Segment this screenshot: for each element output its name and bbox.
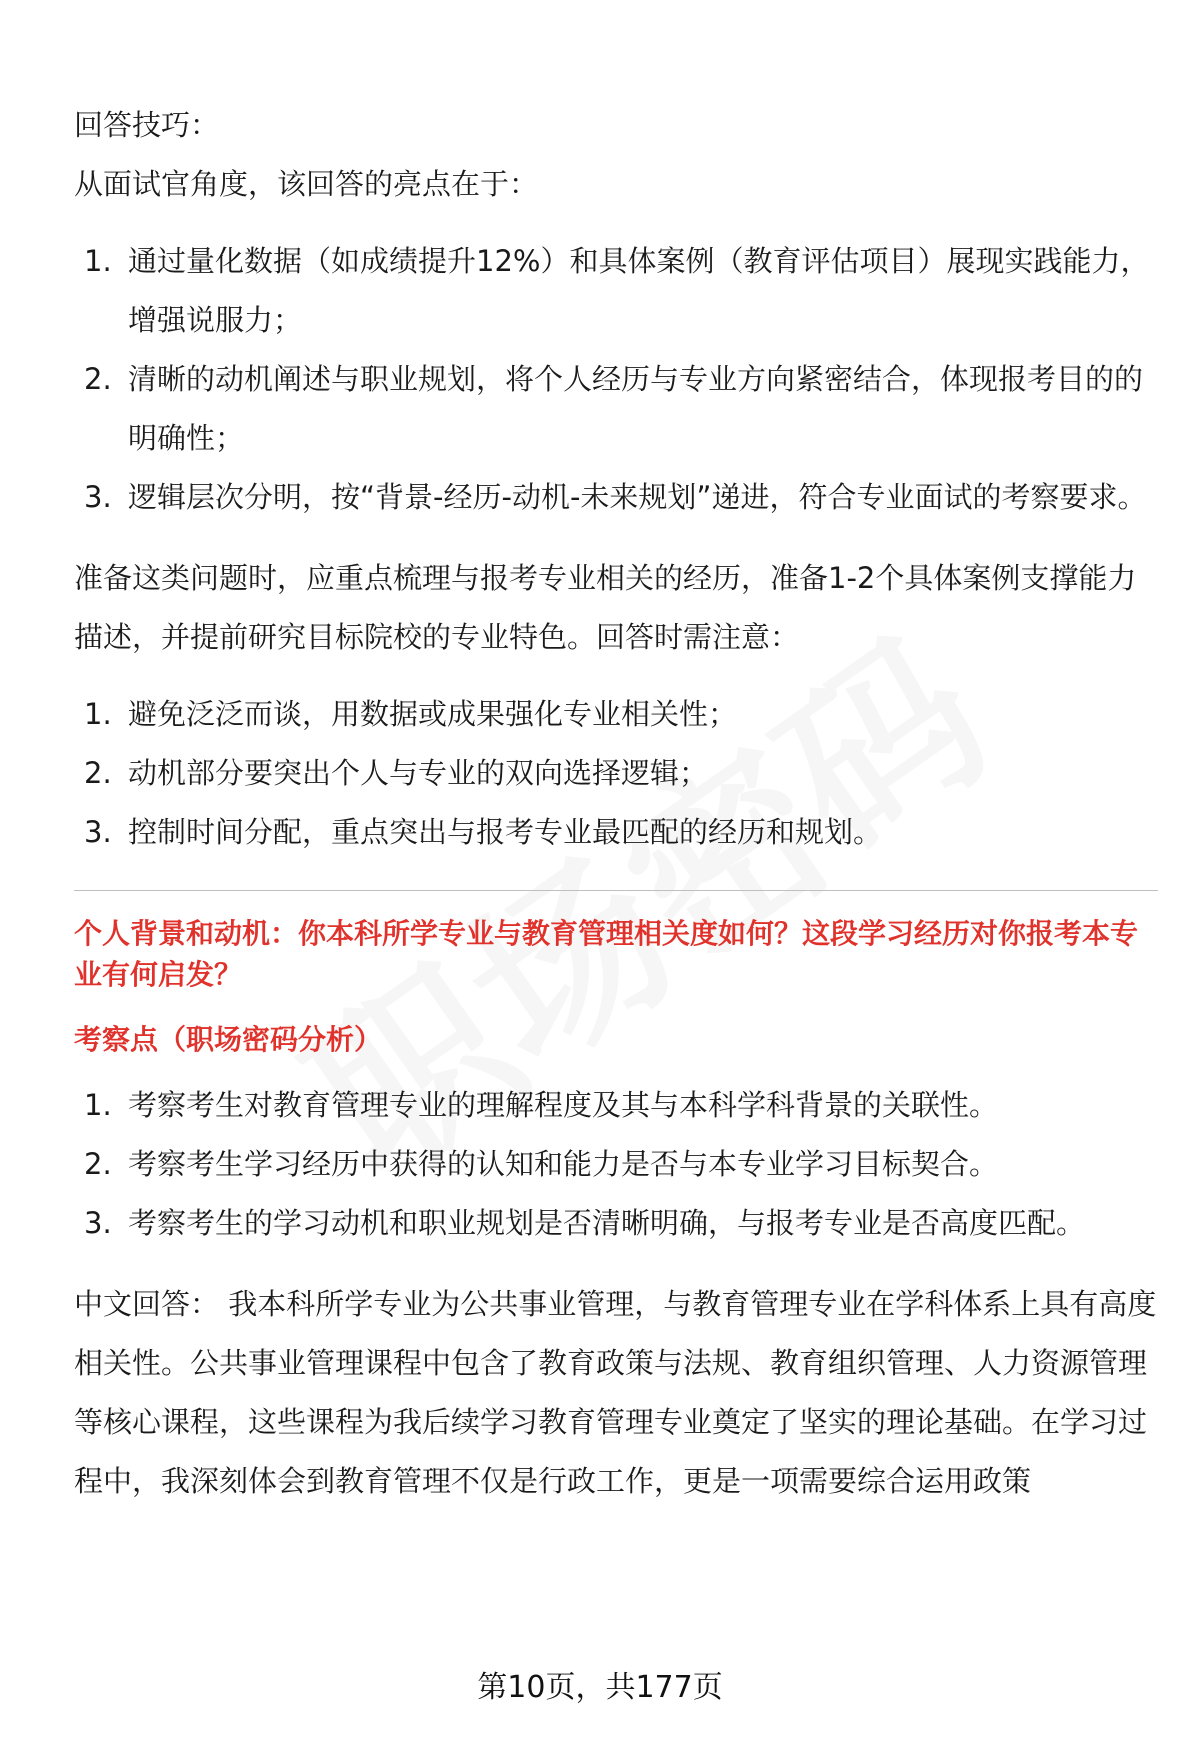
focus-list bbox=[74, 1076, 1158, 1253]
prep-paragraph: 准备这类问题时，应重点梳理与报考专业相关的经历，准备1-2个具体案例支撑能力描述，并提前研究目标院校的专业特色。回答时需注意： bbox=[74, 561, 1137, 654]
list-item bbox=[74, 1135, 1158, 1194]
highlights-list bbox=[74, 232, 1158, 527]
document-page bbox=[74, 96, 1158, 1511]
list-item bbox=[74, 350, 1158, 468]
tips-title: 回答技巧： bbox=[74, 108, 220, 142]
list-item-text: 考察考生对教育管理专业的理解程度及其与本科学科背景的关联性。 bbox=[128, 1088, 999, 1122]
list-item bbox=[74, 1194, 1158, 1253]
list-number: 1. bbox=[84, 244, 112, 278]
page-number: 第10页，共177页 bbox=[477, 1670, 723, 1705]
list-item-text: 通过量化数据（如成绩提升12%）和具体案例（教育评估项目）展现实践能力，增强说服力； bbox=[128, 244, 1150, 337]
list-item-text: 动机部分要突出个人与专业的双向选择逻辑； bbox=[128, 756, 709, 790]
list-item bbox=[74, 685, 1158, 744]
list-number: 2. bbox=[84, 362, 112, 396]
list-number: 1. bbox=[84, 1088, 112, 1122]
list-item bbox=[74, 744, 1158, 803]
list-item-text: 清晰的动机阐述与职业规划，将个人经历与专业方向紧密结合，体现报考目的的明确性； bbox=[128, 362, 1144, 455]
notes-list bbox=[74, 685, 1158, 862]
list-item bbox=[74, 1076, 1158, 1135]
list-number: 3. bbox=[84, 480, 112, 514]
answer-paragraph: 中文回答： 我本科所学专业为公共事业管理，与教育管理专业在学科体系上具有高度相关性。公共事业管理课程中包含了教育政策与法规、教育组织管理、人力资源管理等核心课程，这些课程为我后续学习教育管理专业奠定了坚实的理论基础。在学习过程中，我深刻体会到教育管理不仅是行政工作，更是一项需要综合运用政策 bbox=[74, 1287, 1157, 1498]
list-number: 3. bbox=[84, 815, 112, 849]
list-item bbox=[74, 803, 1158, 862]
list-number: 3. bbox=[84, 1206, 112, 1240]
section-divider bbox=[74, 890, 1158, 891]
list-item bbox=[74, 232, 1158, 350]
list-item-text: 考察考生学习经历中获得的认知和能力是否与本专业学习目标契合。 bbox=[128, 1147, 999, 1181]
list-item-text: 控制时间分配，重点突出与报考专业最匹配的经历和规划。 bbox=[128, 815, 883, 849]
question-heading: 个人背景和动机：你本科所学专业与教育管理相关度如何？这段学习经历对你报考本专业有何启发？ bbox=[74, 917, 1139, 991]
list-item bbox=[74, 468, 1158, 527]
list-number: 2. bbox=[84, 1147, 112, 1181]
list-number: 2. bbox=[84, 756, 112, 790]
list-item-text: 考察考生的学习动机和职业规划是否清晰明确，与报考专业是否高度匹配。 bbox=[128, 1206, 1086, 1240]
list-item-text: 避免泛泛而谈，用数据或成果强化专业相关性； bbox=[128, 697, 738, 731]
list-item-text: 逻辑层次分明，按“背景-经历-动机-未来规划”递进，符合专业面试的考察要求。 bbox=[128, 480, 1147, 514]
list-number: 1. bbox=[84, 697, 112, 731]
focus-heading: 考察点（职场密码分析） bbox=[74, 1023, 383, 1056]
tips-intro: 从面试官角度，该回答的亮点在于： bbox=[74, 167, 539, 201]
